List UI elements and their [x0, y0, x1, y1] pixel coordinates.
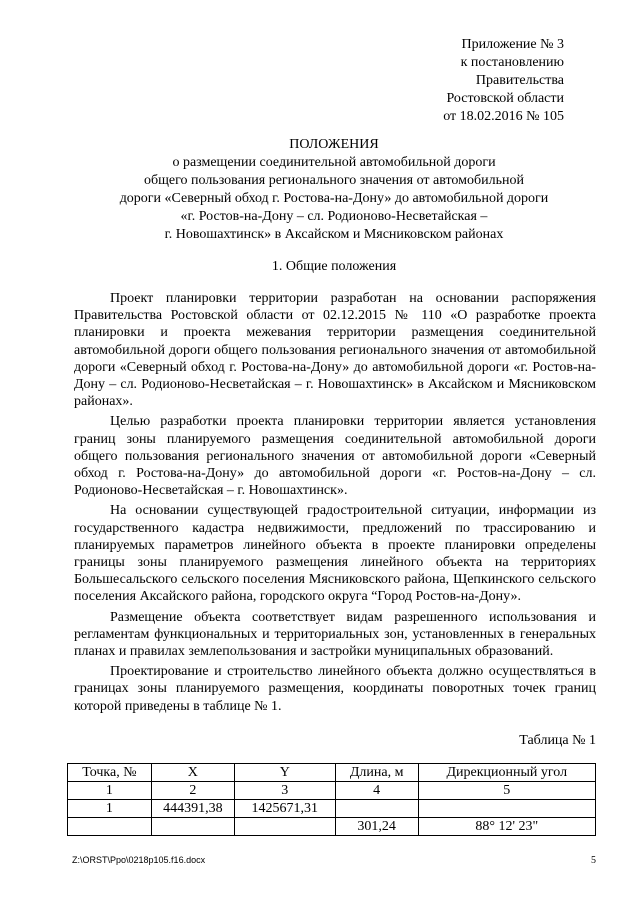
- body-text: [74, 290, 596, 715]
- paragraph: Размещение объекта соответствует видам разрешенного использования и регламентам функциональных и территориальных зон, установленных в генеральных планах и правилах землепользования и застройки муниципальных образований.: [74, 609, 596, 660]
- appendix-line: Правительства: [475, 73, 564, 88]
- title-line: г. Новошахтинск» в Аксайском и Мясниковском районах: [164, 227, 504, 242]
- paragraph: Проектирование и строительство линейного объекта должно осуществляться в границах зоны планируемого размещения, координаты поворотных точек границ которой приведены в таблице № 1.: [74, 664, 596, 714]
- table-header: Дирекционный угол: [418, 764, 595, 782]
- footer-file-path: Z:\ORST\Ppo\0218p105.f16.docx: [72, 855, 206, 865]
- appendix-line: Ростовской области: [446, 91, 564, 106]
- table-cell: 1: [68, 800, 152, 818]
- table-cell: 444391,38: [151, 800, 234, 818]
- table-header: Точка, №: [68, 764, 152, 782]
- appendix-line: к постановлению: [460, 55, 564, 70]
- table-cell: [151, 818, 234, 836]
- table-cell: 3: [234, 782, 335, 800]
- title-heading: ПОЛОЖЕНИЯ: [289, 137, 379, 152]
- table-header: Длина, м: [335, 764, 418, 782]
- table-row: [68, 800, 596, 818]
- paragraph: Проект планировки территории разработан на основании распоряжения Правительства Ростовской области от 02.12.2015 № 110 «О разработке проекта планировки и проекта межевания территории размещения соединительной автомобильной дороги общего пользования регионального значения от автомобильной дороги «Северный обход г. Ростова-на-Дону» до автомобильной дороги «г. Ростов-на-Дону – сл. Родионово-Несветайская – г. Новошахтинск» в Аксайском и Мясниковском районах».: [74, 291, 596, 410]
- coordinates-table: [67, 763, 596, 836]
- table-cell: 4: [335, 782, 418, 800]
- paragraph: Целью разработки проекта планировки территории является установления границ зоны планируемого размещения соединительной автомобильной дороги общего пользования регионального значения от автомобильной дороги «Северный обход г. Ростова-на-Дону» до автомобильной дороги «г. Ростов-на-Дону – сл. Родионово-Несветайская – г. Новошахтинск».: [74, 414, 596, 499]
- page-number: 5: [591, 855, 596, 866]
- table-cell: 5: [418, 782, 595, 800]
- table-cell: [418, 800, 595, 818]
- table-cell: 1: [68, 782, 152, 800]
- appendix-line: от 18.02.2016 № 105: [443, 109, 564, 124]
- document-title: [74, 136, 594, 244]
- title-line: общего пользования регионального значения от автомобильной: [144, 173, 524, 188]
- table-cell: 2: [151, 782, 234, 800]
- table-header: Y: [234, 764, 335, 782]
- table-cell: [68, 818, 152, 836]
- table-cell: 301,24: [335, 818, 418, 836]
- table-cell: 88° 12' 23": [418, 818, 595, 836]
- appendix-header: [364, 36, 564, 126]
- table-numbering-row: [68, 782, 596, 800]
- table-caption: Таблица № 1: [519, 733, 596, 748]
- title-line: «г. Ростов-на-Дону – сл. Родионово-Несветайская –: [180, 209, 488, 224]
- section-title: 1. Общие положения: [271, 259, 397, 274]
- paragraph: На основании существующей градостроительной ситуации, информации из государственного кадастра недвижимости, предложений по трассированию и планируемых параметров линейного объекта в проекте планировки определены границы зоны планируемого размещения линейного объекта на территориях Большесальского сельского поселения Мясниковского района, Щепкинского сельского поселения Аксайского района, городского округа “Город Ростов-на-Дону».: [74, 503, 596, 605]
- table-cell: 1425671,31: [234, 800, 335, 818]
- appendix-line: Приложение № 3: [461, 37, 564, 52]
- title-line: дороги «Северный обход г. Ростова-на-Дону» до автомобильной дороги: [119, 191, 549, 206]
- table-header-row: [68, 764, 596, 782]
- table-cell: [335, 800, 418, 818]
- table-header: X: [151, 764, 234, 782]
- title-line: о размещении соединительной автомобильной дороги: [172, 155, 496, 170]
- table-cell: [234, 818, 335, 836]
- table-row: [68, 818, 596, 836]
